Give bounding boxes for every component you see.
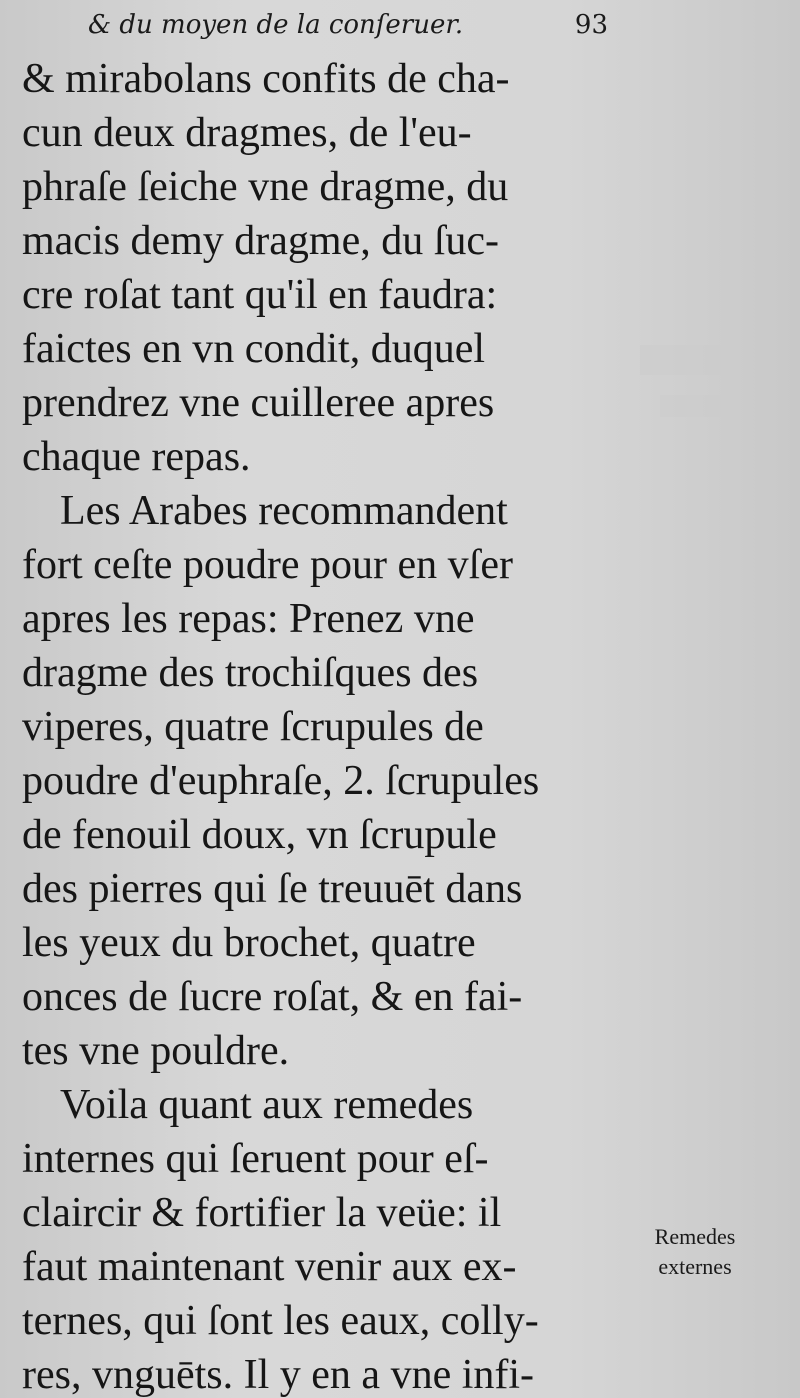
- text-line: fort ceſte poudre pour en vſer: [22, 542, 513, 588]
- text-line: phraſe ſeiche vne dragme, du: [22, 164, 509, 210]
- bleed-through-mark: [660, 395, 750, 417]
- text-line: tes vne pouldre.: [22, 1028, 290, 1074]
- text-line: faictes en vn condit, duquel: [22, 326, 486, 372]
- bleed-through-mark: [640, 345, 750, 375]
- paragraph-start-line: Les Arabes recommandent: [60, 488, 508, 534]
- text-line: dragme des trochiſques des: [22, 650, 479, 696]
- text-line: apres les repas: Prenez vne: [22, 596, 475, 642]
- margin-note-line: Remedes: [654, 1224, 736, 1249]
- text-line: viperes, quatre ſcrupules de: [22, 704, 484, 750]
- paragraph-start-line: Voila quant aux remedes: [60, 1082, 474, 1128]
- text-line: des pierres qui ſe treuuēt dans: [22, 866, 523, 912]
- text-line: claircir & fortifier la veüe: il: [22, 1190, 502, 1236]
- text-line: cre roſat tant qu'il en faudra:: [22, 272, 498, 318]
- text-line: ternes, qui ſont les eaux, colly-: [22, 1298, 539, 1344]
- running-header: [88, 6, 608, 46]
- text-line: faut maintenant venir aux ex-: [22, 1244, 517, 1290]
- text-line: cun deux dragmes, de l'eu-: [22, 110, 472, 156]
- text-line: prendrez vne cuilleree apres: [22, 380, 495, 426]
- text-line: & mirabolans confits de cha-: [22, 56, 510, 102]
- text-line: chaque repas.: [22, 434, 251, 480]
- text-line: onces de ſucre roſat, & en fai-: [22, 974, 523, 1020]
- margin-note-line: externes: [658, 1254, 732, 1279]
- text-line: poudre d'euphraſe, 2. ſcrupules: [22, 758, 540, 804]
- text-line: res, vnguēts. Il y en a vne infi-: [22, 1352, 535, 1398]
- running-title: & du moyen de la conſeruer.: [88, 10, 464, 40]
- margin-note: [620, 1222, 770, 1282]
- text-line: de fenouil doux, vn ſcrupule: [22, 812, 497, 858]
- body-text: [22, 52, 622, 1398]
- text-line: les yeux du brochet, quatre: [22, 920, 476, 966]
- text-line: internes qui ſeruent pour eſ-: [22, 1136, 489, 1182]
- text-line: macis demy dragme, du ſuc-: [22, 218, 500, 264]
- page-number: 93: [574, 10, 608, 40]
